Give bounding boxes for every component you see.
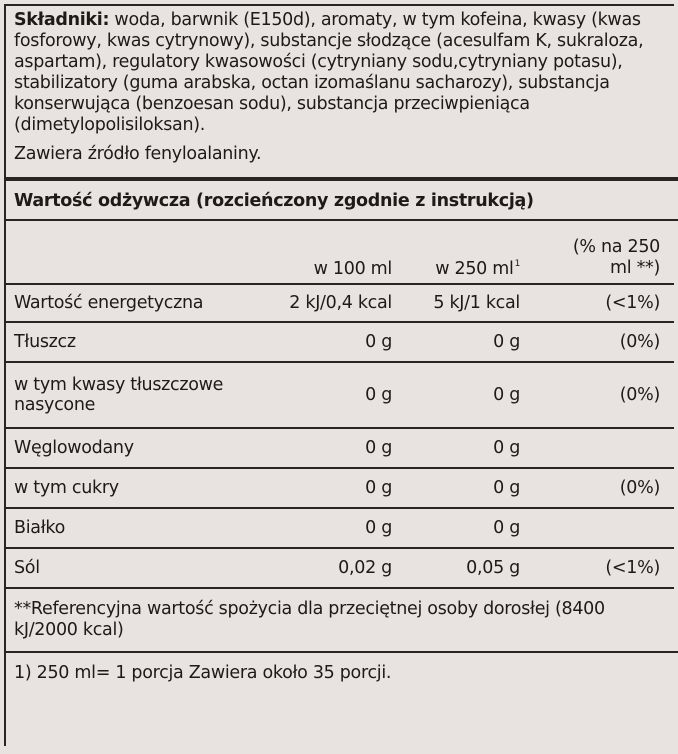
row-value-100ml: 0 g bbox=[272, 468, 400, 508]
row-percent: (<1%) bbox=[530, 548, 674, 588]
table-row bbox=[6, 508, 674, 548]
row-value-100ml: 0,02 g bbox=[272, 548, 400, 588]
row-value-100ml: 0 g bbox=[272, 322, 400, 362]
row-value-250ml: 0 g bbox=[400, 428, 530, 468]
row-value-250ml: 0 g bbox=[400, 322, 530, 362]
table-row bbox=[6, 548, 674, 588]
header-percent bbox=[530, 221, 674, 284]
header-footnote-mark: 1 bbox=[514, 259, 520, 269]
row-value-250ml: 0 g bbox=[400, 362, 530, 428]
row-name: Tłuszcz bbox=[6, 322, 272, 362]
row-name: Wartość energetyczna bbox=[6, 284, 272, 322]
nutrition-heading: Wartość odżywcza (rozcieńczony zgodnie z instrukcją) bbox=[14, 191, 534, 211]
header-per-250ml bbox=[400, 221, 530, 284]
table-header-row bbox=[6, 221, 674, 284]
ingredients-text: woda, barwnik (E150d), aromaty, w tym kofeina, kwasy (kwas fosforowy, kwas cytrynowy), substancje słodzące (acesulfam K, sukraloza, aspartam), regulatory kwasowości (cytryniany sodu,cytryniany potasu), stabilizatory (guma arabska, octan izomaślanu sacharozy), substancja konserwująca (benzoesan sodu), substancja przeciwpieniąca (dimetylopolisiloksan). bbox=[14, 10, 644, 135]
table-row bbox=[6, 362, 674, 428]
nutrition-label bbox=[4, 4, 674, 746]
row-percent: (<1%) bbox=[530, 284, 674, 322]
row-percent: (0%) bbox=[530, 322, 674, 362]
row-value-100ml: 2 kJ/0,4 kcal bbox=[272, 284, 400, 322]
row-percent bbox=[530, 428, 674, 468]
row-name: Białko bbox=[6, 508, 272, 548]
row-percent bbox=[530, 508, 674, 548]
row-value-250ml: 0 g bbox=[400, 508, 530, 548]
row-value-250ml: 0,05 g bbox=[400, 548, 530, 588]
table-row bbox=[6, 468, 674, 508]
nutrition-table bbox=[6, 221, 674, 589]
row-name: w tym cukry bbox=[6, 468, 272, 508]
row-name-text: w tym kwasy tłuszczowe nasycone bbox=[14, 375, 224, 415]
header-per-250ml-label: w 250 ml bbox=[435, 259, 514, 279]
row-value-100ml: 0 g bbox=[272, 362, 400, 428]
header-per-100ml-label: w 100 ml bbox=[313, 259, 392, 279]
table-row bbox=[6, 322, 674, 362]
ingredients-paragraph bbox=[6, 6, 674, 136]
ingredients-title: Składniki: bbox=[14, 10, 110, 30]
row-value-250ml: 5 kJ/1 kcal bbox=[400, 284, 530, 322]
row-value-100ml: 0 g bbox=[272, 428, 400, 468]
row-percent: (0%) bbox=[530, 362, 674, 428]
row-value-100ml: 0 g bbox=[272, 508, 400, 548]
row-percent: (0%) bbox=[530, 468, 674, 508]
header-empty-cell bbox=[6, 221, 272, 284]
header-percent-label: (% na 250 ml **) bbox=[572, 237, 660, 278]
reference-intake-note: **Referencyjna wartość spożycia dla przeciętnej osoby dorosłej (8400 kJ/2000 kcal) bbox=[14, 599, 605, 640]
row-name bbox=[6, 362, 272, 428]
phenylalanine-note: Zawiera źródło fenyloalaniny. bbox=[14, 144, 262, 164]
row-name: Węglowodany bbox=[6, 428, 272, 468]
portion-note: 1) 250 ml= 1 porcja Zawiera około 35 porcji. bbox=[14, 663, 392, 683]
row-name: Sól bbox=[6, 548, 272, 588]
table-row bbox=[6, 428, 674, 468]
header-per-100ml bbox=[272, 221, 400, 284]
row-value-250ml: 0 g bbox=[400, 468, 530, 508]
table-row bbox=[6, 284, 674, 322]
